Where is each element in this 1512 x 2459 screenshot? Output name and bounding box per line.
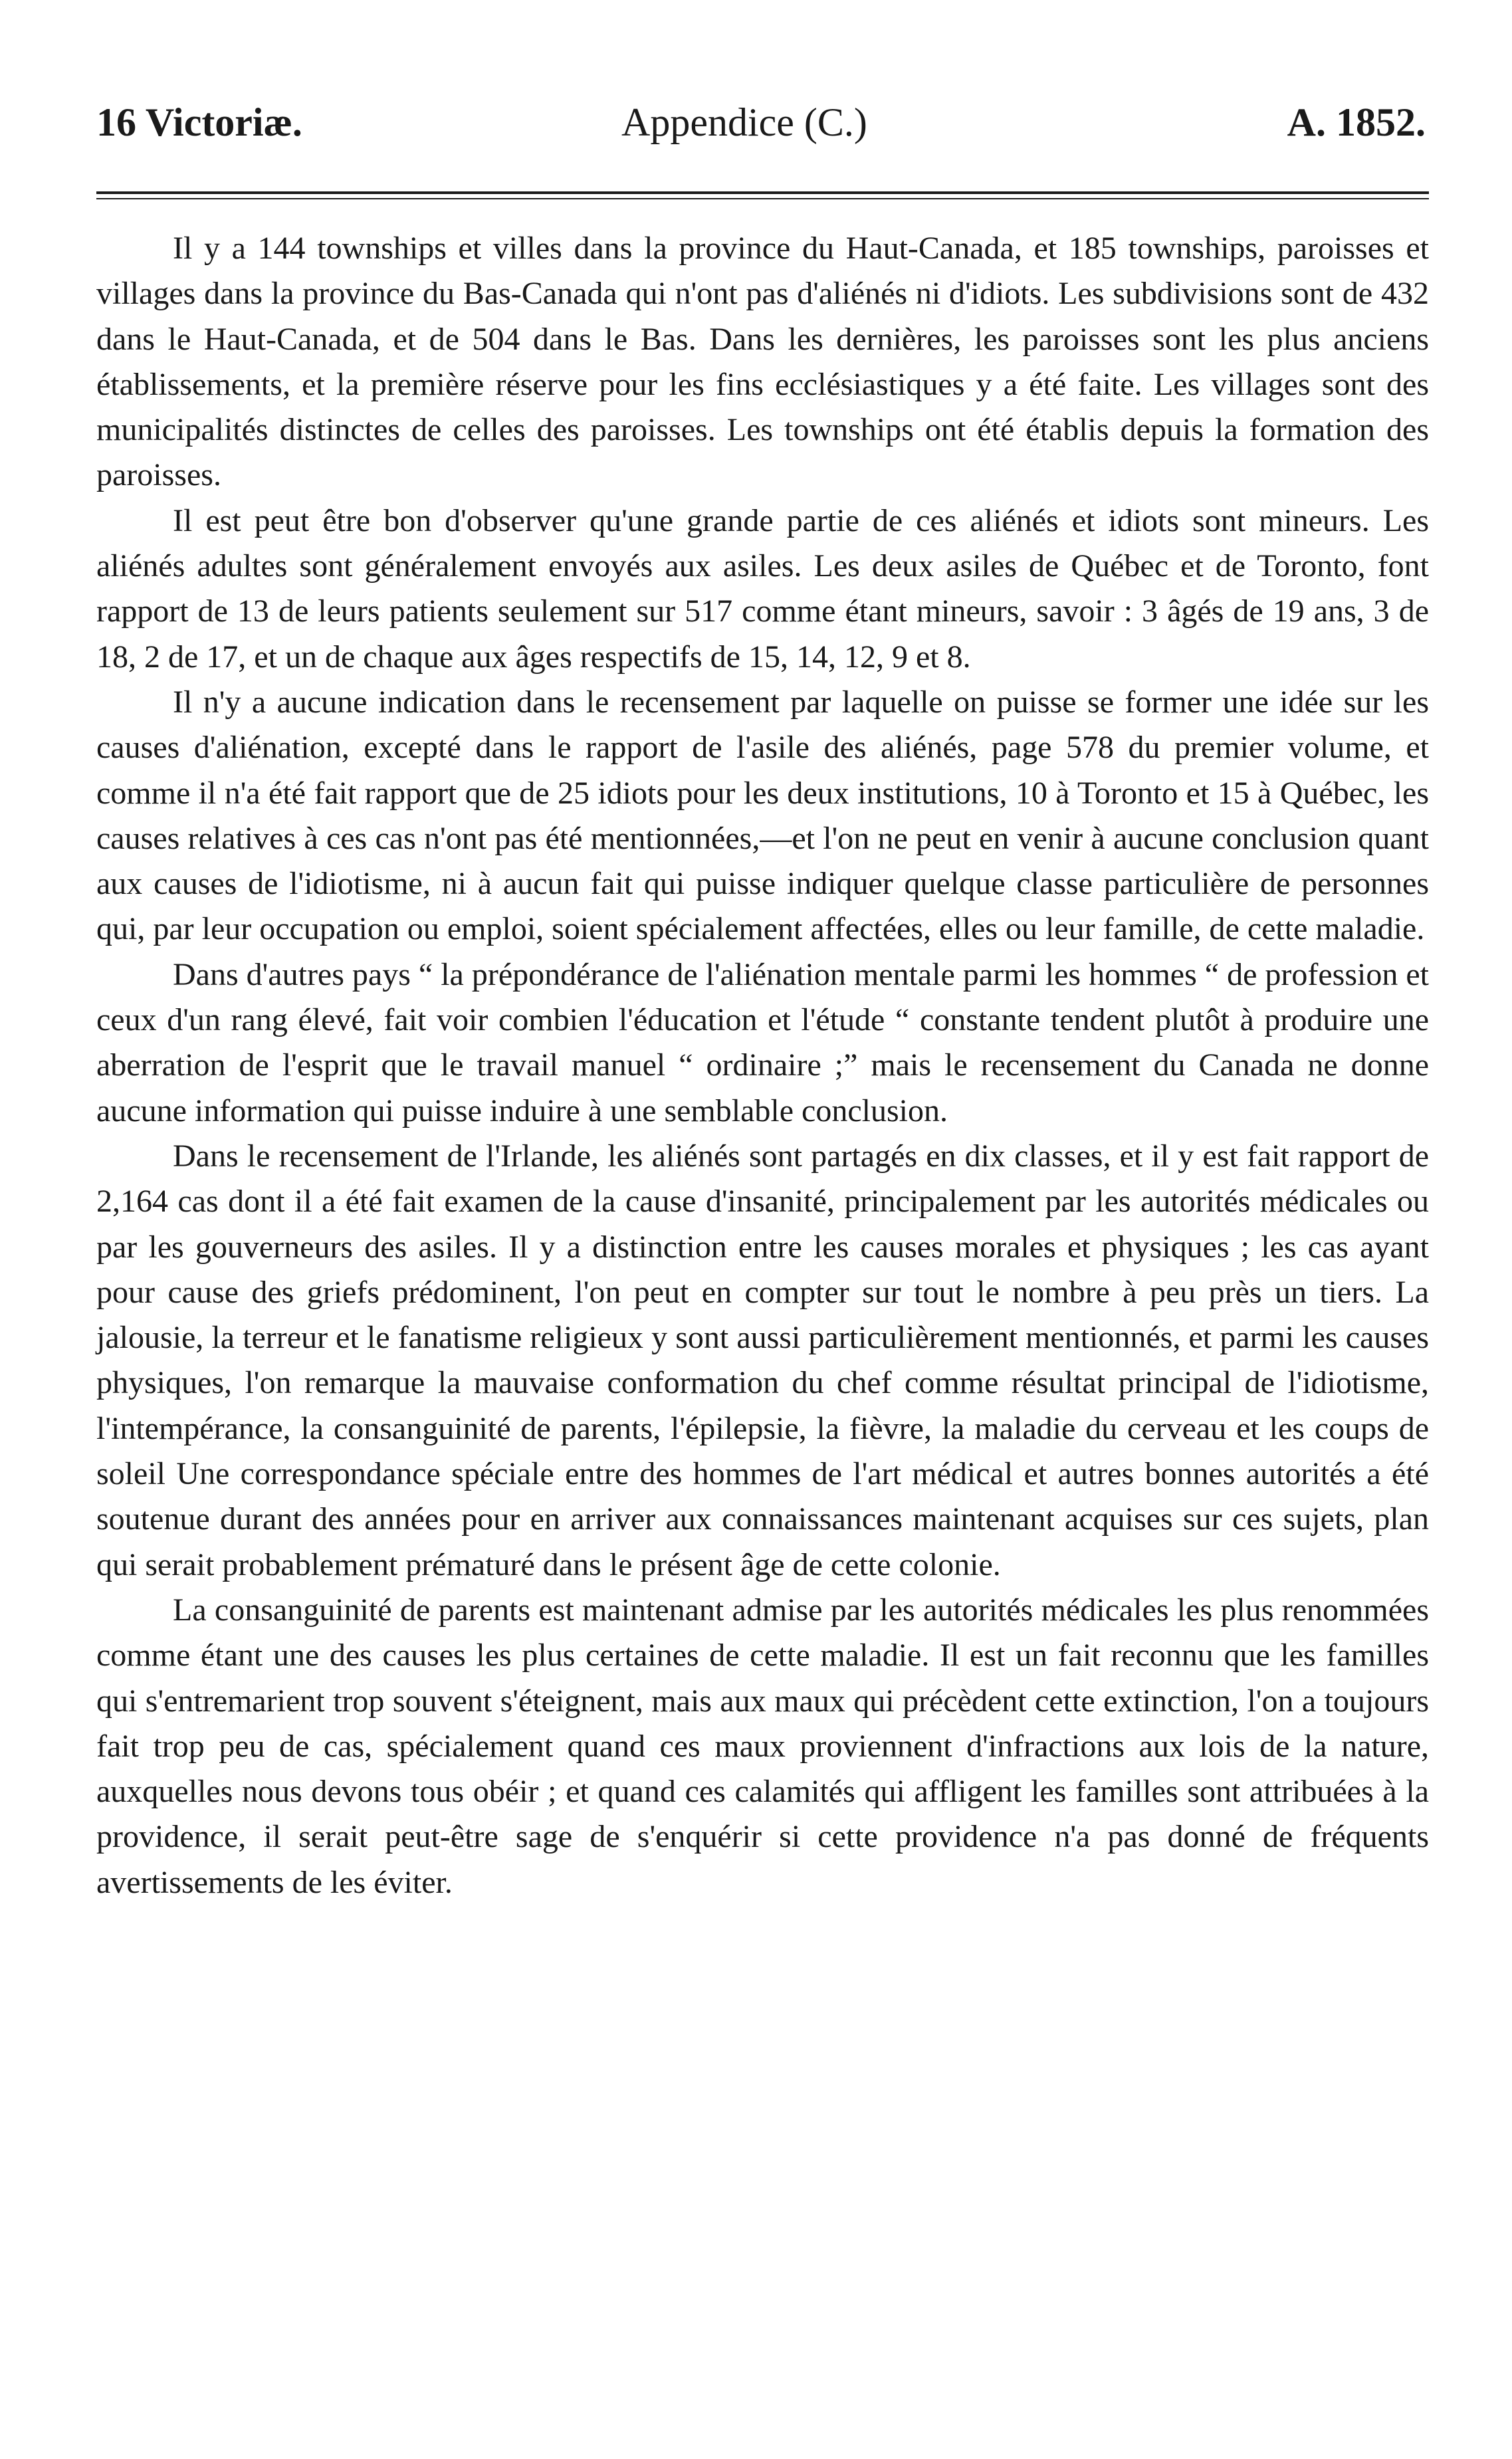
header-year: A. 1852. bbox=[1287, 100, 1426, 144]
running-header bbox=[96, 100, 1426, 166]
paragraph: La consanguinité de parents est maintenant admise par les autorités médicales les plus renommées comme étant une des causes les plus certaines de cette maladie. Il est un fait reconnu que les familles qui s'entremarient trop souvent s'éteignent, mais aux maux qui précèdent cette extinction, l'on a toujours fait trop peu de cas, spécialement quand ces maux proviennent d'infractions aux lois de la nature, auxquelles nous devons tous obéir ; et quand ces calamités qui affligent les familles sont attribuées à la providence, il serait peut-être sage de s'enquérir si cette providence n'a pas donné de fréquents avertissements de les éviter. bbox=[96, 1592, 1429, 1900]
header-rule-thin bbox=[96, 198, 1429, 199]
paragraph: Il est peut être bon d'observer qu'une grande partie de ces aliénés et idiots sont mineurs. Les aliénés adultes sont généralement envoyés aux asiles. Les deux asiles de Québec et de Toronto, font rapport de 13 de leurs patients seulement sur 517 comme étant mineurs, savoir : 3 âgés de 19 ans, 3 de 18, 2 de 17, et un de chaque aux âges respectifs de 15, 14, 12, 9 et 8. bbox=[96, 502, 1429, 675]
header-session: 16 Victoriæ. bbox=[96, 100, 302, 144]
paragraph: Dans le recensement de l'Irlande, les aliénés sont partagés en dix classes, et il y est fait rapport de 2,164 cas dont il a été fait examen de la cause d'insanité, principalement par les autorités médicales ou par les gouverneurs des asiles. Il y a distinction entre les causes morales et physiques ; les cas ayant pour cause des griefs prédominent, l'on peut en compter sur tout le nombre à peu près un tiers. La jalousie, la terreur et le fanatisme religieux y sont aussi particulièrement mentionnés, et parmi les causes physiques, l'on remarque la mauvaise conformation du chef comme résultat principal de l'idiotisme, l'intempérance, la consanguinité de parents, l'épilepsie, la fièvre, la maladie du cerveau et les coups de soleil Une correspondance spéciale entre des hommes de l'art médical et autres bonnes autorités a été soutenue durant des années pour en arriver aux connaissances maintenant acquises sur ces sujets, plan qui serait probablement prématuré dans le présent âge de cette colonie. bbox=[96, 1138, 1429, 1582]
header-rule-thick bbox=[96, 191, 1429, 194]
paragraph: Il y a 144 townships et villes dans la province du Haut-Canada, et 185 townships, paroisses et villages dans la province du Bas-Canada qui n'ont pas d'aliénés ni d'idiots. Les subdivisions sont de 432 dans le Haut-Canada, et de 504 dans le Bas. Dans les dernières, les paroisses sont les plus anciens établissements, et la première réserve pour les fins ecclésiastiques y a été faite. Les villages sont des municipalités distinctes de celles des paroisses. Les townships ont été établis depuis la formation des paroisses. bbox=[96, 231, 1429, 493]
header-appendix: Appendice (C.) bbox=[621, 100, 867, 144]
paragraph: Dans d'autres pays “ la prépondérance de l'aliénation mentale parmi les hommes “ de profession et ceux d'un rang élevé, fait voir combien l'éducation et l'étude “ constante tendent plutôt à produire une aberration de l'esprit que le travail manuel “ ordinaire ;” mais le recensement du Canada ne donne aucune information qui puisse induire à une semblable conclusion. bbox=[96, 956, 1429, 1128]
body-text bbox=[96, 226, 1429, 1905]
paragraph: Il n'y a aucune indication dans le recensement par laquelle on puisse se former une idée sur les causes d'aliénation, excepté dans le rapport de l'asile des aliénés, page 578 du premier volume, et comme il n'a été fait rapport que de 25 idiots pour les deux institutions, 10 à Toronto et 15 à Québec, les causes relatives à ces cas n'ont pas été mentionnées,—et l'on ne peut en venir à aucune conclusion quant aux causes de l'idiotisme, ni à aucun fait qui puisse indiquer quelque classe particulière de personnes qui, par leur occupation ou emploi, soient spécialement affectées, elles ou leur famille, de cette maladie. bbox=[96, 684, 1429, 947]
